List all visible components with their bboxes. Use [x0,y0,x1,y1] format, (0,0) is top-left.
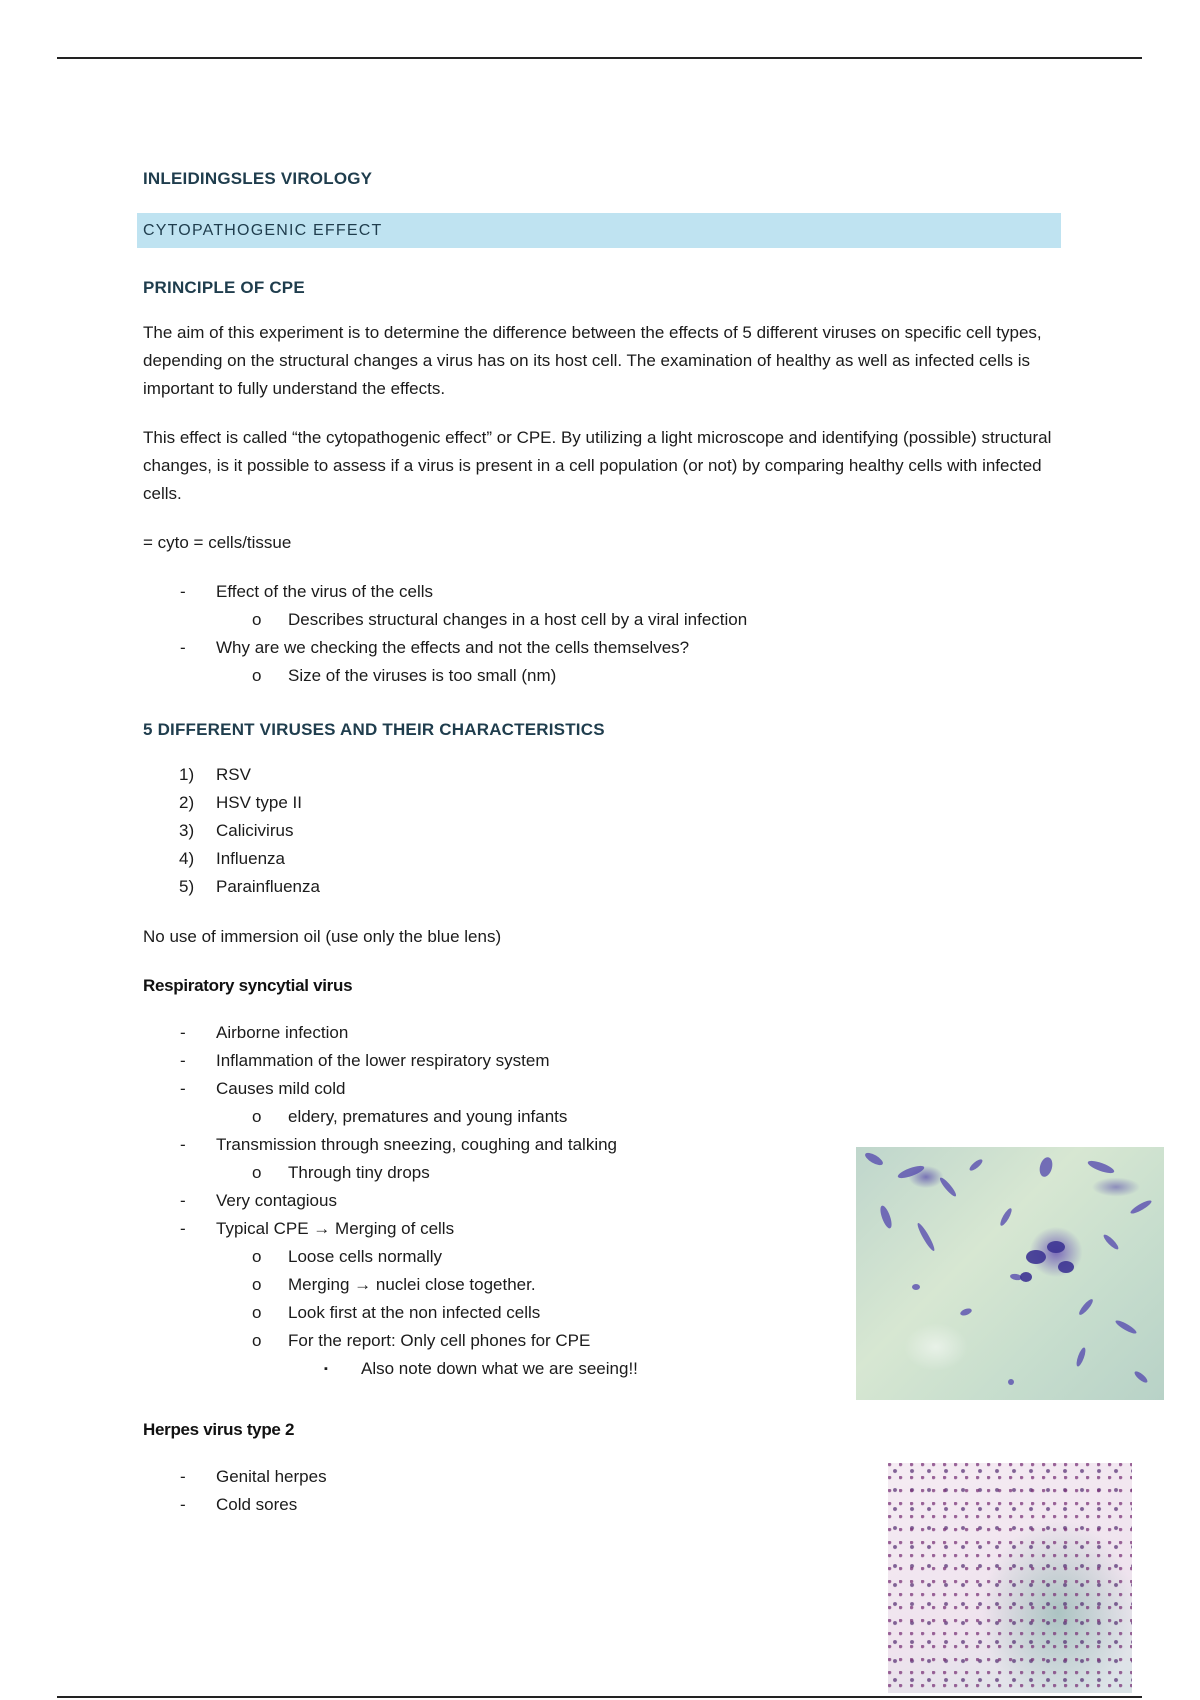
list-item: - Causes mild cold [180,1079,346,1098]
list-item: - Airborne infection [180,1023,349,1042]
rsv-bullet-list [143,1019,823,1383]
hsv-heading: Herpes virus type 2 [143,1420,295,1439]
list-item: o Through tiny drops [252,1163,430,1182]
document-title: INLEIDINGSLES VIROLOGY [143,169,373,188]
top-rule [57,57,1142,59]
bottom-rule [57,1696,1142,1698]
list-item: 5) Parainfluenza [179,877,320,896]
list-item: o Merging → nuclei close together. [252,1275,536,1294]
principle-paragraph-1: The aim of this experiment is to determine the difference between the effects of 5 different viruses on specific cell types, depending on the structural changes a virus has on its host cell. The examination of healthy as well as infected cells is important to fully understand the effects. [143,323,1042,398]
immersion-oil-note: No use of immersion oil (use only the blue lens) [143,927,502,946]
section-band-cpe: CYTOPATHOGENIC EFFECT [137,213,1061,248]
list-item: o Look first at the non infected cells [252,1303,541,1322]
principle-heading: PRINCIPLE OF CPE [143,278,305,297]
list-item: 4) Influenza [179,849,285,868]
list-item: - Very contagious [180,1191,337,1210]
list-item: - Typical CPE → Merging of cells [180,1219,455,1238]
principle-bullet-list [143,578,1043,690]
list-item: o Size of the viruses is too small (nm) [252,666,557,685]
list-item: o Loose cells normally [252,1247,443,1266]
list-item: - Effect of the virus of the cells [180,582,434,601]
list-item: ▪ Also note down what we are seeing!! [324,1359,638,1378]
rsv-cells-drawing [856,1147,1164,1400]
list-item: 3) Calicivirus [179,821,294,840]
list-item: - Genital herpes [180,1467,327,1486]
rsv-heading: Respiratory syncytial virus [143,976,353,995]
cyto-definition: = cyto = cells/tissue [143,533,292,552]
rsv-micrograph-image [856,1147,1164,1400]
list-item: - Cold sores [180,1495,298,1514]
virus-list [143,761,643,901]
list-item: o Describes structural changes in a host cell by a viral infection [252,610,748,629]
list-item: - Inflammation of the lower respiratory system [180,1051,550,1070]
list-item: 1) RSV [179,765,251,784]
list-item: - Why are we checking the effects and not the cells themselves? [180,638,690,657]
list-item: o For the report: Only cell phones for CPE [252,1331,591,1350]
list-item: - Transmission through sneezing, coughing and talking [180,1135,618,1154]
viruses-heading: 5 DIFFERENT VIRUSES AND THEIR CHARACTERISTICS [143,720,605,739]
hsv-bullet-list [143,1463,743,1519]
principle-paragraph-2: This effect is called “the cytopathogenic effect” or CPE. By utilizing a light microscope and identifying (possible) structural changes, is it possible to assess if a virus is present in a cell population (or not) by comparing healthy cells with infected cells. [143,428,1052,503]
list-item: 2) HSV type II [179,793,302,812]
list-item: o eldery, prematures and young infants [252,1107,568,1126]
hsv-micrograph-image [888,1463,1132,1693]
